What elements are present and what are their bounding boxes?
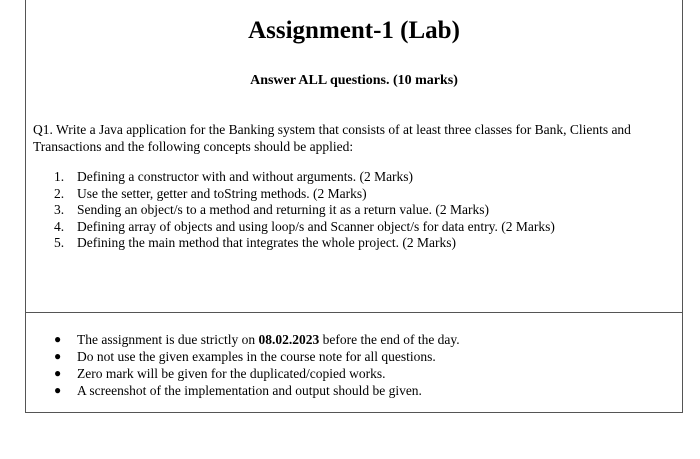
item-text: Defining array of objects and using loop/s and Scanner object/s for data entry. (2 Marks) [77,218,555,234]
item-text: Sending an object/s to a method and returning it as a return value. (2 Marks) [77,202,490,217]
item-number: 4. [54,218,65,234]
list-item [54,365,674,382]
bullet-icon: ● [54,383,62,397]
item-text: Defining a constructor with and without arguments. (2 Marks) [77,169,414,184]
list-item [54,219,674,236]
list-item [54,202,674,219]
note-text: The assignment is due strictly on [77,332,259,347]
note-text: A screenshot of the implementation and output should be given. [77,383,422,398]
page-title: Assignment-1 (Lab) [248,17,460,44]
due-date: 08.02.2023 [258,332,320,347]
list-item [54,169,674,186]
question-text: Q1. Write a Java application for the Banking system that consists of at least three classes for Bank, Clients and Transactions and the following concepts should be applied: [33,122,631,154]
note-text: Zero mark will be given for the duplicated/copied works. [77,366,386,381]
note-text: Do not use the given examples in the course note for all questions. [77,349,436,364]
note-text: before the end of the day. [319,332,460,347]
list-item [54,382,674,399]
section-divider [25,312,683,313]
item-number: 5. [54,235,65,250]
item-text: Use the setter, getter and toString methods. (2 Marks) [77,185,367,201]
item-text: Defining the main method that integrates the whole project. (2 Marks) [77,235,457,250]
task-list [54,169,674,252]
item-number: 3. [54,202,65,217]
list-item [54,186,674,203]
bullet-icon: ● [54,332,62,346]
due-date-note [77,331,460,348]
list-item [54,348,674,365]
instruction-text: Answer ALL questions. (10 marks) [250,73,458,88]
notes-list [54,331,674,399]
item-number: 1. [54,169,65,184]
bullet-icon: ● [54,349,62,363]
list-item [54,331,674,348]
item-number: 2. [54,185,65,201]
list-item [54,235,674,252]
bullet-icon: ● [54,366,62,380]
